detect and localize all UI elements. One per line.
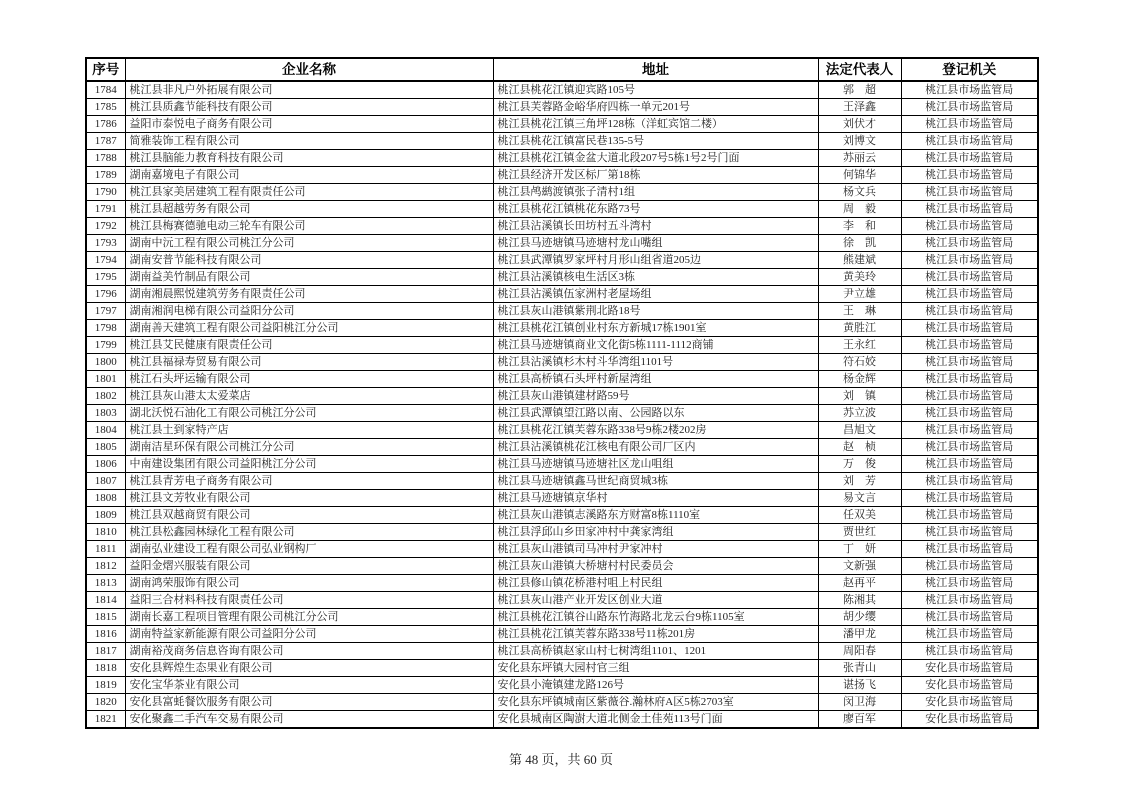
table-row <box>86 677 1038 694</box>
table-row <box>86 490 1038 507</box>
table-row <box>86 541 1038 558</box>
legal-rep-cell: 昌旭文 <box>818 422 901 439</box>
authority-cell: 桃江县市场监管局 <box>901 116 1038 133</box>
address-cell: 桃江县沾溪镇伍家洲村老屋场组 <box>493 286 818 303</box>
authority-cell: 安化县市场监管局 <box>901 694 1038 711</box>
address-cell: 桃江县灰山港镇志溪路东方财富8栋1110室 <box>493 507 818 524</box>
legal-rep-cell: 易文言 <box>818 490 901 507</box>
legal-rep-cell: 何锦华 <box>818 167 901 184</box>
legal-rep-cell: 胡少缨 <box>818 609 901 626</box>
company-name-cell: 湖南裕茂商务信息咨询有限公司 <box>125 643 493 660</box>
company-name-cell: 安化县辉煌生态果业有限公司 <box>125 660 493 677</box>
address-cell: 桃江县桃花江镇金盆大道北段207号5栋1号2号门面 <box>493 150 818 167</box>
serial-cell: 1811 <box>86 541 125 558</box>
company-name-cell: 简雅装饰工程有限公司 <box>125 133 493 150</box>
legal-rep-cell: 徐 凯 <box>818 235 901 252</box>
table-row <box>86 150 1038 167</box>
legal-rep-cell: 刘伏才 <box>818 116 901 133</box>
company-name-cell: 湖南洁星环保有限公司桃江分公司 <box>125 439 493 456</box>
authority-cell: 桃江县市场监管局 <box>901 286 1038 303</box>
company-registry-table <box>85 57 1039 729</box>
serial-cell: 1787 <box>86 133 125 150</box>
table-row <box>86 81 1038 99</box>
serial-cell: 1797 <box>86 303 125 320</box>
table-row <box>86 643 1038 660</box>
serial-cell: 1804 <box>86 422 125 439</box>
table-row <box>86 167 1038 184</box>
company-name-cell: 湖南善天建筑工程有限公司益阳桃江分公司 <box>125 320 493 337</box>
address-cell: 桃江县浮邱山乡田家冲村中龚家湾组 <box>493 524 818 541</box>
authority-cell: 桃江县市场监管局 <box>901 456 1038 473</box>
table-body <box>86 81 1038 728</box>
authority-cell: 桃江县市场监管局 <box>901 167 1038 184</box>
company-name-cell: 桃江县土到家特产店 <box>125 422 493 439</box>
company-name-cell: 湖南嘉境电子有限公司 <box>125 167 493 184</box>
company-name-cell: 中南建设集团有限公司益阳桃江分公司 <box>125 456 493 473</box>
serial-cell: 1820 <box>86 694 125 711</box>
table-row <box>86 694 1038 711</box>
legal-rep-cell: 赵 桢 <box>818 439 901 456</box>
legal-rep-cell: 万 俊 <box>818 456 901 473</box>
legal-rep-cell: 苏丽云 <box>818 150 901 167</box>
company-name-cell: 湖南中沅工程有限公司桃江分公司 <box>125 235 493 252</box>
table-row <box>86 201 1038 218</box>
authority-cell: 安化县市场监管局 <box>901 711 1038 729</box>
authority-cell: 安化县市场监管局 <box>901 660 1038 677</box>
company-name-cell: 湖南弘业建设工程有限公司弘业钢构厂 <box>125 541 493 558</box>
authority-cell: 桃江县市场监管局 <box>901 626 1038 643</box>
company-name-cell: 湖南特益家新能源有限公司益阳分公司 <box>125 626 493 643</box>
address-cell: 桃江县高桥镇石头坪村新屋湾组 <box>493 371 818 388</box>
authority-cell: 安化县市场监管局 <box>901 677 1038 694</box>
address-cell: 桃江县鸬鹚渡镇张子清村1组 <box>493 184 818 201</box>
serial-cell: 1785 <box>86 99 125 116</box>
address-cell: 桃江县沾溪镇长田坊村五斗湾村 <box>493 218 818 235</box>
table-row <box>86 133 1038 150</box>
address-cell: 桃江县灰山港产业开发区创业大道 <box>493 592 818 609</box>
authority-cell: 桃江县市场监管局 <box>901 99 1038 116</box>
authority-cell: 桃江县市场监管局 <box>901 592 1038 609</box>
authority-cell: 桃江县市场监管局 <box>901 184 1038 201</box>
legal-rep-cell: 刘 镇 <box>818 388 901 405</box>
address-cell: 安化县东坪镇城南区紫薇谷.瀚林府A区5栋2703室 <box>493 694 818 711</box>
table-row <box>86 252 1038 269</box>
address-cell: 桃江县桃花江镇谷山路东竹海路北龙云台9栋1105室 <box>493 609 818 626</box>
authority-cell: 桃江县市场监管局 <box>901 643 1038 660</box>
authority-cell: 桃江县市场监管局 <box>901 609 1038 626</box>
table-row <box>86 524 1038 541</box>
serial-cell: 1796 <box>86 286 125 303</box>
address-cell: 桃江县桃花江镇创业村东方新城17栋1901室 <box>493 320 818 337</box>
table-row <box>86 337 1038 354</box>
address-cell: 安化县东坪镇大园村官三组 <box>493 660 818 677</box>
authority-cell: 桃江县市场监管局 <box>901 337 1038 354</box>
table-row <box>86 609 1038 626</box>
authority-cell: 桃江县市场监管局 <box>901 201 1038 218</box>
table-row <box>86 660 1038 677</box>
authority-cell: 桃江县市场监管局 <box>901 371 1038 388</box>
serial-cell: 1814 <box>86 592 125 609</box>
authority-cell: 桃江县市场监管局 <box>901 81 1038 99</box>
legal-rep-cell: 刘博文 <box>818 133 901 150</box>
page-number-footer: 第 48 页，共 60 页 <box>508 752 613 767</box>
legal-rep-cell: 王永红 <box>818 337 901 354</box>
authority-cell: 桃江县市场监管局 <box>901 405 1038 422</box>
authority-cell: 桃江县市场监管局 <box>901 422 1038 439</box>
serial-cell: 1786 <box>86 116 125 133</box>
legal-rep-cell: 杨文兵 <box>818 184 901 201</box>
company-name-cell: 湖南长嘉工程项目管理有限公司桃江分公司 <box>125 609 493 626</box>
legal-rep-cell: 文新强 <box>818 558 901 575</box>
authority-cell: 桃江县市场监管局 <box>901 252 1038 269</box>
address-cell: 桃江县桃花江镇桃花东路73号 <box>493 201 818 218</box>
legal-rep-cell: 贾世红 <box>818 524 901 541</box>
address-cell: 桃江县马迹塘镇商业文化街5栋1111-1112商铺 <box>493 337 818 354</box>
table-row <box>86 473 1038 490</box>
company-name-cell: 桃江县灰山港太太爱菜店 <box>125 388 493 405</box>
table-row <box>86 422 1038 439</box>
serial-cell: 1808 <box>86 490 125 507</box>
address-cell: 桃江县高桥镇赵家山村七树湾组1101、1201 <box>493 643 818 660</box>
serial-cell: 1795 <box>86 269 125 286</box>
company-name-cell: 桃江县文芳牧业有限公司 <box>125 490 493 507</box>
table-row <box>86 286 1038 303</box>
authority-cell: 桃江县市场监管局 <box>901 354 1038 371</box>
authority-cell: 桃江县市场监管局 <box>901 575 1038 592</box>
address-cell: 桃江县修山镇花桥港村咀上村民组 <box>493 575 818 592</box>
serial-cell: 1806 <box>86 456 125 473</box>
table-row <box>86 218 1038 235</box>
legal-rep-cell: 周 毅 <box>818 201 901 218</box>
legal-rep-cell: 符石姣 <box>818 354 901 371</box>
authority-cell: 桃江县市场监管局 <box>901 303 1038 320</box>
header-legal-representative: 法定代表人 <box>818 58 901 81</box>
address-cell: 桃江县桃花江镇芙蓉东路338号11栋201房 <box>493 626 818 643</box>
table-row <box>86 320 1038 337</box>
address-cell: 桃江县武潭镇望江路以南、公园路以东 <box>493 405 818 422</box>
company-name-cell: 益阳三合材料科技有限责任公司 <box>125 592 493 609</box>
legal-rep-cell: 任双美 <box>818 507 901 524</box>
table-row <box>86 235 1038 252</box>
legal-rep-cell: 苏立波 <box>818 405 901 422</box>
serial-cell: 1810 <box>86 524 125 541</box>
serial-cell: 1812 <box>86 558 125 575</box>
serial-cell: 1817 <box>86 643 125 660</box>
serial-cell: 1789 <box>86 167 125 184</box>
authority-cell: 桃江县市场监管局 <box>901 541 1038 558</box>
company-name-cell: 湖北沃悦石油化工有限公司桃江分公司 <box>125 405 493 422</box>
serial-cell: 1800 <box>86 354 125 371</box>
legal-rep-cell: 谌扬飞 <box>818 677 901 694</box>
authority-cell: 桃江县市场监管局 <box>901 490 1038 507</box>
company-name-cell: 湖南益美竹制品有限公司 <box>125 269 493 286</box>
authority-cell: 桃江县市场监管局 <box>901 150 1038 167</box>
company-name-cell: 湖南湘润电梯有限公司益阳分公司 <box>125 303 493 320</box>
table-row <box>86 439 1038 456</box>
company-name-cell: 桃江县福禄寿贸易有限公司 <box>125 354 493 371</box>
company-name-cell: 桃江县双越商贸有限公司 <box>125 507 493 524</box>
authority-cell: 桃江县市场监管局 <box>901 269 1038 286</box>
serial-cell: 1815 <box>86 609 125 626</box>
address-cell: 桃江县灰山港镇司马冲村尹家冲村 <box>493 541 818 558</box>
company-name-cell: 安化宝华茶业有限公司 <box>125 677 493 694</box>
authority-cell: 桃江县市场监管局 <box>901 235 1038 252</box>
serial-cell: 1807 <box>86 473 125 490</box>
legal-rep-cell: 黄胜江 <box>818 320 901 337</box>
table-row <box>86 456 1038 473</box>
table-row <box>86 558 1038 575</box>
serial-cell: 1791 <box>86 201 125 218</box>
header-registration-authority: 登记机关 <box>901 58 1038 81</box>
address-cell: 桃江县桃花江镇芙蓉东路338号9栋2楼202房 <box>493 422 818 439</box>
legal-rep-cell: 张青山 <box>818 660 901 677</box>
authority-cell: 桃江县市场监管局 <box>901 133 1038 150</box>
table-row <box>86 592 1038 609</box>
authority-cell: 桃江县市场监管局 <box>901 388 1038 405</box>
serial-cell: 1805 <box>86 439 125 456</box>
serial-cell: 1793 <box>86 235 125 252</box>
serial-cell: 1809 <box>86 507 125 524</box>
serial-cell: 1788 <box>86 150 125 167</box>
legal-rep-cell: 周阳春 <box>818 643 901 660</box>
authority-cell: 桃江县市场监管局 <box>901 524 1038 541</box>
company-name-cell: 湖南湘晨熙悦建筑劳务有限责任公司 <box>125 286 493 303</box>
serial-cell: 1801 <box>86 371 125 388</box>
company-name-cell: 桃江县梅赛德驰电动三轮车有限公司 <box>125 218 493 235</box>
address-cell: 桃江县沾溪镇桃花江核电有限公司厂区内 <box>493 439 818 456</box>
company-name-cell: 桃江县非凡户外拓展有限公司 <box>125 81 493 99</box>
legal-rep-cell: 黄美玲 <box>818 269 901 286</box>
table-row <box>86 354 1038 371</box>
serial-cell: 1819 <box>86 677 125 694</box>
company-name-cell: 桃江县家美居建筑工程有限责任公司 <box>125 184 493 201</box>
company-name-cell: 桃江县超越劳务有限公司 <box>125 201 493 218</box>
table-row <box>86 99 1038 116</box>
company-name-cell: 桃江石头坪运输有限公司 <box>125 371 493 388</box>
company-name-cell: 桃江县脑能力教育科技有限公司 <box>125 150 493 167</box>
authority-cell: 桃江县市场监管局 <box>901 320 1038 337</box>
table-row <box>86 303 1038 320</box>
authority-cell: 桃江县市场监管局 <box>901 473 1038 490</box>
address-cell: 桃江县马迹塘镇鑫马世纪商贸城3栋 <box>493 473 818 490</box>
table-row <box>86 575 1038 592</box>
serial-cell: 1816 <box>86 626 125 643</box>
serial-cell: 1818 <box>86 660 125 677</box>
address-cell: 桃江县桃花江镇迎宾路105号 <box>493 81 818 99</box>
authority-cell: 桃江县市场监管局 <box>901 218 1038 235</box>
authority-cell: 桃江县市场监管局 <box>901 507 1038 524</box>
address-cell: 桃江县灰山港镇紫荆北路18号 <box>493 303 818 320</box>
legal-rep-cell: 潘甲龙 <box>818 626 901 643</box>
serial-cell: 1794 <box>86 252 125 269</box>
legal-rep-cell: 廖百军 <box>818 711 901 729</box>
company-name-cell: 益阳金熠兴服装有限公司 <box>125 558 493 575</box>
serial-cell: 1799 <box>86 337 125 354</box>
address-cell: 桃江县沾溪镇核电生活区3栋 <box>493 269 818 286</box>
table-row <box>86 269 1038 286</box>
table-row <box>86 184 1038 201</box>
legal-rep-cell: 陈湘其 <box>818 592 901 609</box>
address-cell: 桃江县芙蓉路金峪华府四栋一单元201号 <box>493 99 818 116</box>
table-row <box>86 626 1038 643</box>
serial-cell: 1802 <box>86 388 125 405</box>
legal-rep-cell: 杨金辉 <box>818 371 901 388</box>
company-name-cell: 湖南鸿荣服饰有限公司 <box>125 575 493 592</box>
company-name-cell: 桃江县青芳电子商务有限公司 <box>125 473 493 490</box>
legal-rep-cell: 王泽鑫 <box>818 99 901 116</box>
table-row <box>86 388 1038 405</box>
authority-cell: 桃江县市场监管局 <box>901 439 1038 456</box>
company-name-cell: 安化县富蚝餐饮服务有限公司 <box>125 694 493 711</box>
address-cell: 桃江县桃花江镇三角坪128栋（洋虹宾馆二楼） <box>493 116 818 133</box>
serial-cell: 1790 <box>86 184 125 201</box>
address-cell: 桃江县马迹塘镇马迹塘村龙山嘴组 <box>493 235 818 252</box>
table-header <box>86 58 1038 81</box>
company-name-cell: 湖南安普节能科技有限公司 <box>125 252 493 269</box>
address-cell: 桃江县桃花江镇富民巷135-5号 <box>493 133 818 150</box>
legal-rep-cell: 赵再平 <box>818 575 901 592</box>
header-company-name: 企业名称 <box>125 58 493 81</box>
serial-cell: 1784 <box>86 81 125 99</box>
header-address: 地址 <box>493 58 818 81</box>
serial-cell: 1821 <box>86 711 125 729</box>
address-cell: 桃江县马迹塘镇马迹塘社区龙山咀组 <box>493 456 818 473</box>
address-cell: 桃江县经济开发区标厂第18栋 <box>493 167 818 184</box>
legal-rep-cell: 熊建斌 <box>818 252 901 269</box>
authority-cell: 桃江县市场监管局 <box>901 558 1038 575</box>
address-cell: 桃江县武潭镇罗家坪村月形山组省道205边 <box>493 252 818 269</box>
header-serial: 序号 <box>86 58 125 81</box>
address-cell: 桃江县马迹塘镇京华村 <box>493 490 818 507</box>
address-cell: 桃江县灰山港镇建材路59号 <box>493 388 818 405</box>
table-row <box>86 711 1038 729</box>
legal-rep-cell: 丁 妍 <box>818 541 901 558</box>
address-cell: 安化县城南区陶澍大道北侧金土佳苑113号门面 <box>493 711 818 729</box>
serial-cell: 1792 <box>86 218 125 235</box>
company-name-cell: 桃江县艾民健康有限责任公司 <box>125 337 493 354</box>
legal-rep-cell: 尹立雄 <box>818 286 901 303</box>
company-name-cell: 桃江县松鑫园林绿化工程有限公司 <box>125 524 493 541</box>
company-name-cell: 安化聚鑫二手汽车交易有限公司 <box>125 711 493 729</box>
legal-rep-cell: 李 和 <box>818 218 901 235</box>
serial-cell: 1803 <box>86 405 125 422</box>
table-header-row <box>86 58 1038 81</box>
legal-rep-cell: 郭 超 <box>818 81 901 99</box>
legal-rep-cell: 刘 芳 <box>818 473 901 490</box>
address-cell: 桃江县沾溪镇杉木村斗华湾组1101号 <box>493 354 818 371</box>
company-name-cell: 桃江县质鑫节能科技有限公司 <box>125 99 493 116</box>
address-cell: 安化县小淹镇建龙路126号 <box>493 677 818 694</box>
serial-cell: 1813 <box>86 575 125 592</box>
table-row <box>86 371 1038 388</box>
serial-cell: 1798 <box>86 320 125 337</box>
company-name-cell: 益阳市泰悦电子商务有限公司 <box>125 116 493 133</box>
table-row <box>86 116 1038 133</box>
legal-rep-cell: 王 琳 <box>818 303 901 320</box>
address-cell: 桃江县灰山港镇大桥塘村村民委员会 <box>493 558 818 575</box>
table-row <box>86 507 1038 524</box>
legal-rep-cell: 闵卫海 <box>818 694 901 711</box>
table-row <box>86 405 1038 422</box>
